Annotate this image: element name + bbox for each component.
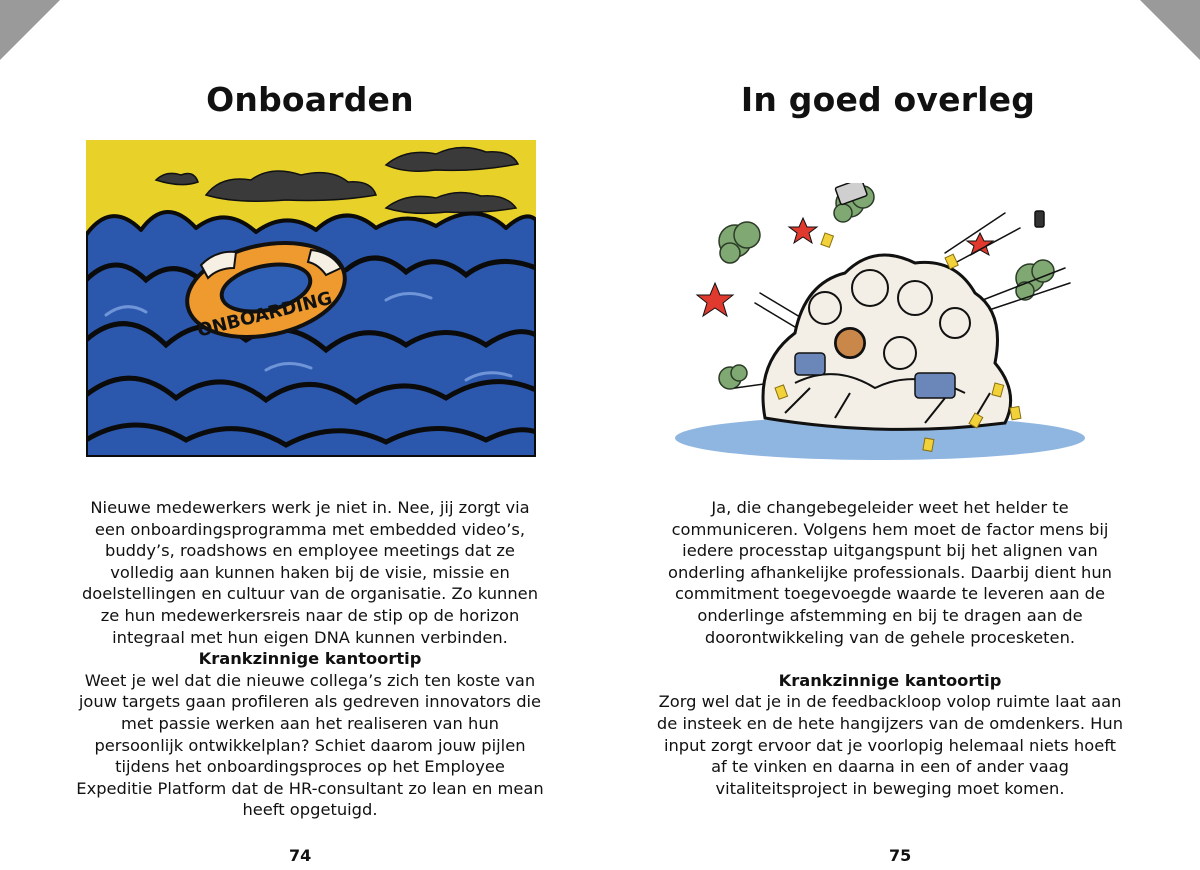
paragraph-intro-right: Ja, die changebegeleider weet het helder te communiceren. Volgens hem moet de factor mens bij iedere processtap uitgangspunt bij het alignen van onderling afhankelijke professionals. Daarbij dient hun commitment toegevoegde waarde te leveren aan de onderlinge afstemming en bij te dragen aan de doorontwikkeling van de gehele procesketen. <box>668 498 1112 647</box>
body-text-left <box>75 497 545 821</box>
onboarding-illustration <box>86 140 536 457</box>
office-brawl-illustration <box>675 183 1095 465</box>
page-title-left: Onboarden <box>206 80 414 119</box>
paragraph-tip-left: Weet je wel dat die nieuwe collega’s zich ten koste van jouw targets gaan profileren als gedreven innovators die met passie werken aan het realiseren van hun persoonlijk ontwikkelplan? Schiet daarom jouw pijlen tijdens het onboardingsproces op het Employee Expeditie Platform dat de HR-consultant zo lean en mean heeft opgetuigd. <box>76 670 544 820</box>
page-title-right: In goed overleg <box>740 80 1036 119</box>
paragraph-tip-right: Zorg wel dat je in de feedbackloop volop ruimte laat aan de insteek en de hete hangijzers van de omdenkers. Hun input zorgt ervoor dat je voorlopig helemaal niets hoeft af te vinken en daarna in een of ander vaag vitaliteitsproject in beweging moet komen. <box>656 692 1124 798</box>
page-number-left: 74 <box>289 846 312 865</box>
paragraph-gap <box>655 648 1125 670</box>
body-text-right <box>655 497 1125 799</box>
tip-heading-left: Krankzinnige kantoortip <box>198 649 422 669</box>
tip-heading-right: Krankzinnige kantoortip <box>778 670 1002 690</box>
page-number-right: 75 <box>889 846 912 865</box>
paragraph-intro-left: Nieuwe medewerkers werk je niet in. Nee, jij zorgt via een onboardingsprogramma met embedded video’s, buddy’s, roadshows en employee meetings dat ze volledig aan kunnen haken bij de visie, missie en doelstellingen en cultuur van de organisatie. Zo kunnen ze hun medewerkersreis naar de stip op de horizon integraal met hun eigen DNA kunnen verbinden. <box>81 498 539 647</box>
svg-text:ONBOARDING: ONBOARDING <box>195 287 335 342</box>
